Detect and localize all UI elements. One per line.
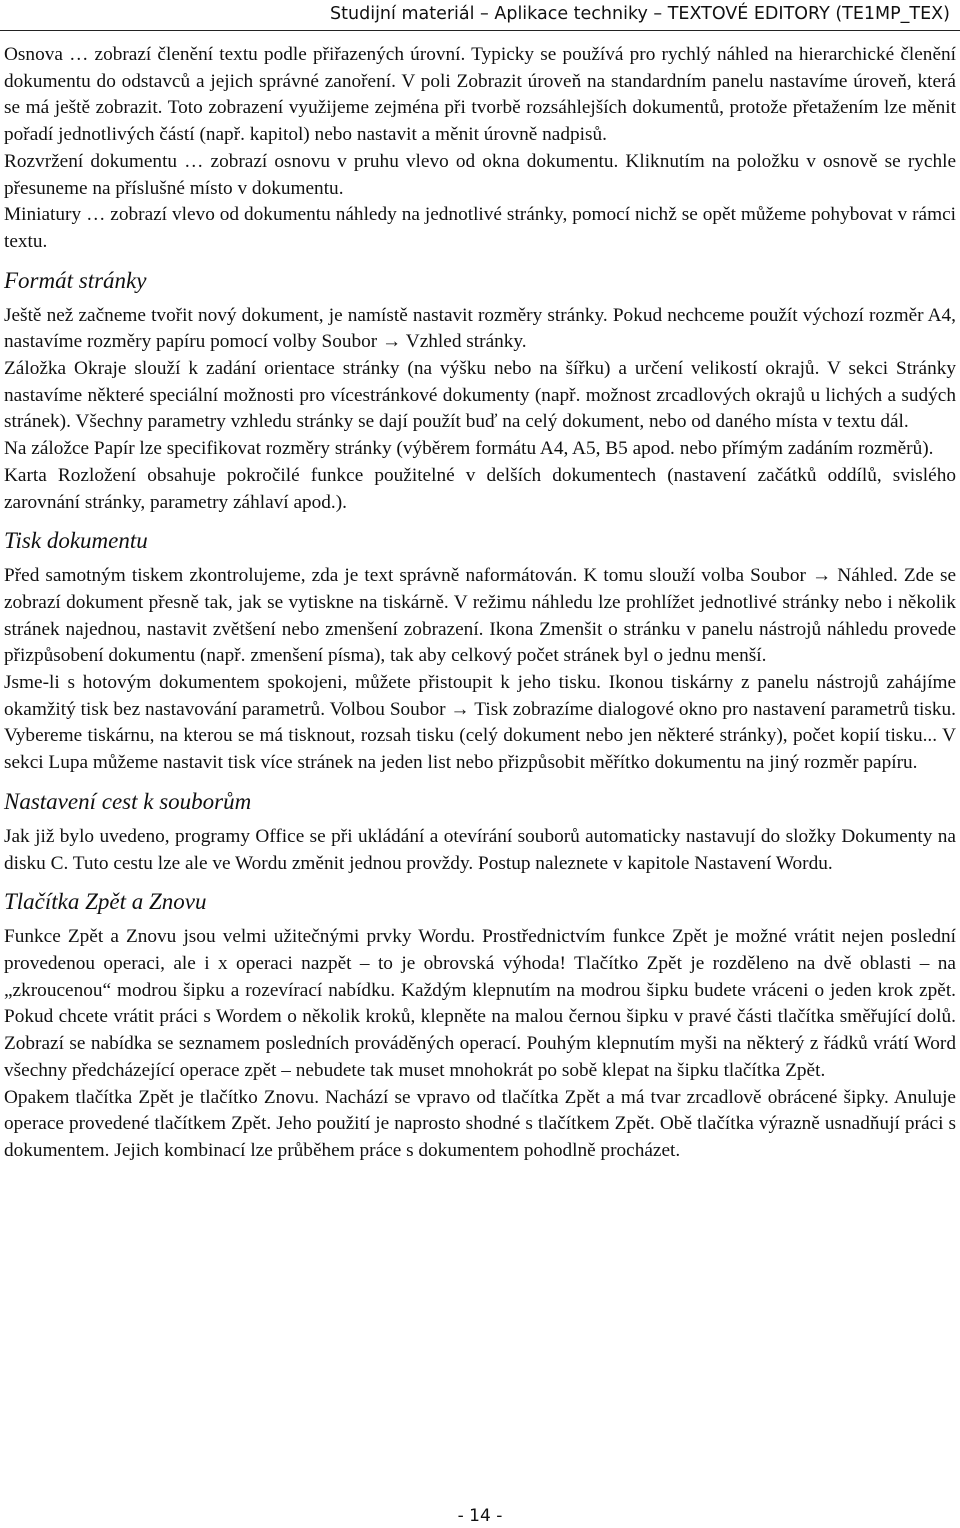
running-header: Studijní materiál – Aplikace techniky – TEXTOVÉ EDITORY (TE1MP_TEX) <box>330 4 950 24</box>
paragraph: Jak již bylo uvedeno, programy Office se při ukládání a otevírání souborů automaticky nastavují do složky Dokumenty na disku C. Tuto cestu lze ale ve Wordu změnit jednou provždy. Postup naleznete v kapitole Nastavení Wordu. <box>4 825 956 874</box>
paragraph: Funkce Zpět a Znovu jsou velmi užitečnými prvky Wordu. Prostřednictvím funkce Zpět je možné vrátit nejen poslední provedenou operaci, ale i x operaci nazpět – to je obrovská výhoda! Tlačítko Zpět je rozděleno na dvě oblasti – na „zkroucenou“ modrou šipku a rozevírací nabídku. Každým klepnutím na modrou šipku budete vráceni o jeden krok zpět. Pokud chcete vrátit práci s Wordem o několik kroků, klepněte na malou černou šipku v pravé části tlačítka směřující dolů. Zobrazí se nabídka se seznamem posledních prováděných operací. Pouhým klepnutím myši na některý z řádků vrátí Word všechny předcházející operace zpět – nebudete tak muset mnohokrát po sobě klepat na šipku tlačítka Zpět. <box>4 926 956 1081</box>
heading-tlacitka-zpet-znovu: Tlačítka Zpět a Znovu <box>4 889 207 915</box>
page-number: - 14 - <box>457 1506 503 1526</box>
paragraph: Karta Rozložení obsahuje pokročilé funkce použitelné v delších dokumentech (nastavení začátků oddílů, svislého zarovnání stránky, parametry záhlaví apod.). <box>4 464 956 513</box>
paragraph: Ještě než začneme tvořit nový dokument, je namístě nastavit rozměry stránky. Pokud nechceme použít výchozí rozměr A4, nastavíme rozměry papíru pomocí volby Soubor → Vzhled stránky. <box>4 304 956 353</box>
paragraph-miniatury: Miniatury … zobrazí vlevo od dokumentu náhledy na jednotlivé stránky, pomocí nichž se opět můžeme pohybovat v rámci textu. <box>4 204 956 252</box>
paragraph: Na záložce Papír lze specifikovat rozměry stránky (výběrem formátu A4, A5, B5 apod. nebo přímým zadáním rozměrů). <box>4 438 934 460</box>
paragraph: Opakem tlačítka Zpět je tlačítko Znovu. Nachází se vpravo od tlačítka Zpět a má tvar zrcadlově obrácené šipky. Anuluje operace provedené tlačítkem Zpět. Jeho použití je naprosto shodné s tlačítkem Zpět. Obě tlačítka výrazně usnadňují práci s dokumentem. Jejich kombinací lze průběhem práce s dokumentem pohodlně procházet. <box>4 1086 956 1161</box>
paragraph: Před samotným tiskem zkontrolujeme, zda je text správně naformátován. K tomu slouží volba Soubor → Náhled. Zde se zobrazí dokument přesně tak, jak se vytiskne na tiskárně. V režimu náhledu lze prohlížet jednotlivé stránky nebo i několik stránek najednou, nastavit zvětšení nebo zmenšení zobrazení. Ikona Zmenšit o stránku v panelu nástrojů náhledu provede přizpůsobení dokumentu (např. zmenšení písma), tak aby celkový počet stránek byl o jednu menší. <box>4 565 956 667</box>
header-divider <box>0 30 960 31</box>
paragraph-osnova: Osnova … zobrazí členění textu podle přiřazených úrovní. Typicky se používá pro rychlý náhled na hierarchické členění dokumentu do odstavců a jejich správné zanoření. V poli Zobrazit úroveň na standardním panelu nastavíme úroveň, která se má ještě zobrazit. Toto zobrazení využijeme zejména při tvorbě rozsáhlejších dokumentů, protože přetažením lze měnit pořadí jednotlivých částí (např. kapitol) nebo nastavit a měnit úrovně nadpisů. <box>4 44 956 146</box>
heading-tisk-dokumentu: Tisk dokumentu <box>4 528 148 554</box>
document-body <box>4 42 956 1165</box>
paragraph-rozvrzeni: Rozvržení dokumentu … zobrazí osnovu v pruhu vlevo od okna dokumentu. Kliknutím na položku v osnově se rychle přesuneme na příslušné místo v dokumentu. <box>4 150 956 199</box>
heading-format-stranky: Formát stránky <box>4 267 147 293</box>
paragraph: Záložka Okraje slouží k zadání orientace stránky (na výšku nebo na šířku) a určení velikostí okrajů. V sekci Stránky nastavíme některé speciální možnosti pro vícestránkové dokumenty (např. možnost zrcadlových okrajů u lichých a sudých stránek). Všechny parametry vzhledu stránky se dají použít buď na celý dokument, nebo od daného místa v textu dál. <box>4 358 956 433</box>
paragraph: Jsme-li s hotovým dokumentem spokojeni, můžete přistoupit k jeho tisku. Ikonou tiskárny z panelu nástrojů zahájíme okamžitý tisk bez nastavování parametrů. Volbou Soubor → Tisk zobrazíme dialogové okno pro nastavení parametrů tisku. Vybereme tiskárnu, na kterou se má tisknout, rozsah tisku (celý dokument nebo jen některé stránky), počet kopií tisku... V sekci Lupa můžeme nastavit tisk více stránek na jeden list nebo přizpůsobit měřítko dokumentu na jiný rozměr papíru. <box>4 672 956 774</box>
heading-nastaveni-cest: Nastavení cest k souborům <box>4 788 252 814</box>
